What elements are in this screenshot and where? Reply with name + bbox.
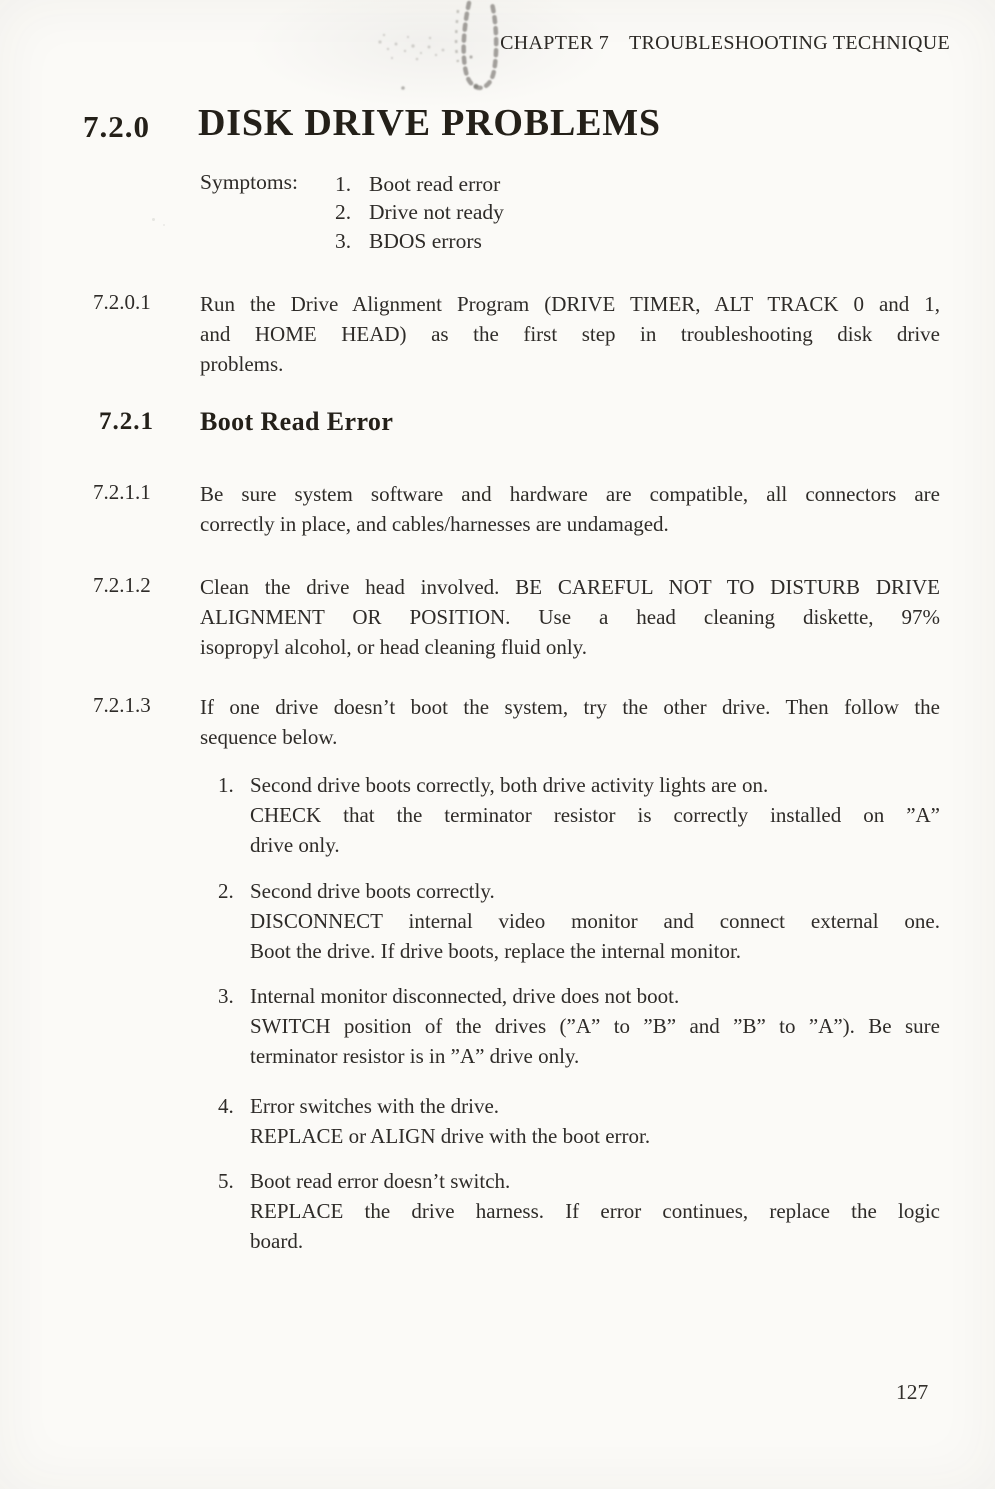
paragraph-7201: Run the Drive Alignment Program (DRIVE TIMER, ALT TRACK 0 and 1, and HOME HEAD) as the first step in troubleshooting disk drive problems. <box>200 292 940 376</box>
step-action: CHECK that the terminator resistor is correctly installed on ”A” drive only. <box>250 803 940 857</box>
page-title: DISK DRIVE PROBLEMS <box>198 102 661 144</box>
step-item-4 <box>218 1091 940 1151</box>
scan-speck <box>152 218 155 221</box>
symptoms-list <box>335 170 504 255</box>
step-number: 5. <box>218 1169 234 1193</box>
section-number-7201: 7.2.0.1 <box>93 290 151 314</box>
subheading-title: Boot Read Error <box>200 407 394 436</box>
symptom-item <box>335 170 504 198</box>
subheading-number: 7.2.1 <box>99 408 154 435</box>
step-item-2 <box>218 876 940 966</box>
chapter-label: CHAPTER 7 <box>500 32 609 54</box>
symptom-text: BDOS errors <box>369 228 482 253</box>
step-action: REPLACE the drive harness. If error continues, replace the logic board. <box>250 1199 940 1253</box>
step-number: 1. <box>218 773 234 797</box>
title-section-number: 7.2.0 <box>83 109 150 144</box>
symptom-number: 2. <box>335 200 352 225</box>
paragraph-7213: If one drive doesn’t boot the system, try the other drive. Then follow the sequence below. <box>200 695 940 749</box>
symptom-number: 3. <box>335 228 352 253</box>
step-action: REPLACE or ALIGN drive with the boot error. <box>250 1124 651 1148</box>
section-number-7213: 7.2.1.3 <box>93 693 151 717</box>
step-symptom: Boot read error doesn’t switch. <box>250 1169 511 1193</box>
page-number: 127 <box>896 1380 929 1404</box>
step-number: 4. <box>218 1094 234 1118</box>
symptom-item <box>335 198 504 226</box>
symptoms-label: Symptoms: <box>200 170 298 194</box>
step-item-3 <box>218 981 940 1071</box>
step-item-5 <box>218 1166 940 1256</box>
paragraph-7212: Clean the drive head involved. BE CAREFUL NOT TO DISTURB DRIVE ALIGNMENT OR POSITION. Use a head cleaning diskette, 97% isopropyl alcohol, or head cleaning fluid only. <box>200 575 940 659</box>
scan-speck <box>163 224 165 226</box>
symptom-number: 1. <box>335 172 352 196</box>
symptom-text: Drive not ready <box>369 200 504 225</box>
step-symptom: Internal monitor disconnected, drive does not boot. <box>250 984 680 1008</box>
paragraph-7211: Be sure system software and hardware are compatible, all connectors are correctly in place, and cables/harnesses are undamaged. <box>200 482 940 536</box>
page-header <box>500 32 950 55</box>
symptom-text: Boot read error <box>369 172 501 196</box>
step-symptom: Second drive boots correctly, both drive activity lights are on. <box>250 773 769 797</box>
step-symptom: Second drive boots correctly. <box>250 879 495 903</box>
step-number: 2. <box>218 879 234 903</box>
step-action: DISCONNECT internal video monitor and connect external one. Boot the drive. If drive boots, replace the internal monitor. <box>250 909 940 963</box>
section-number-7211: 7.2.1.1 <box>93 480 151 504</box>
step-action: SWITCH position of the drives (”A” to ”B” and ”B” to ”A”). Be sure terminator resistor is in ”A” drive only. <box>250 1014 940 1068</box>
step-symptom: Error switches with the drive. <box>250 1094 500 1118</box>
chapter-title-label: TROUBLESHOOTING TECHNIQUE <box>629 32 950 54</box>
step-item-1 <box>218 770 940 860</box>
symptom-item <box>335 227 504 255</box>
section-number-7212: 7.2.1.2 <box>93 573 151 597</box>
step-number: 3. <box>218 984 234 1008</box>
